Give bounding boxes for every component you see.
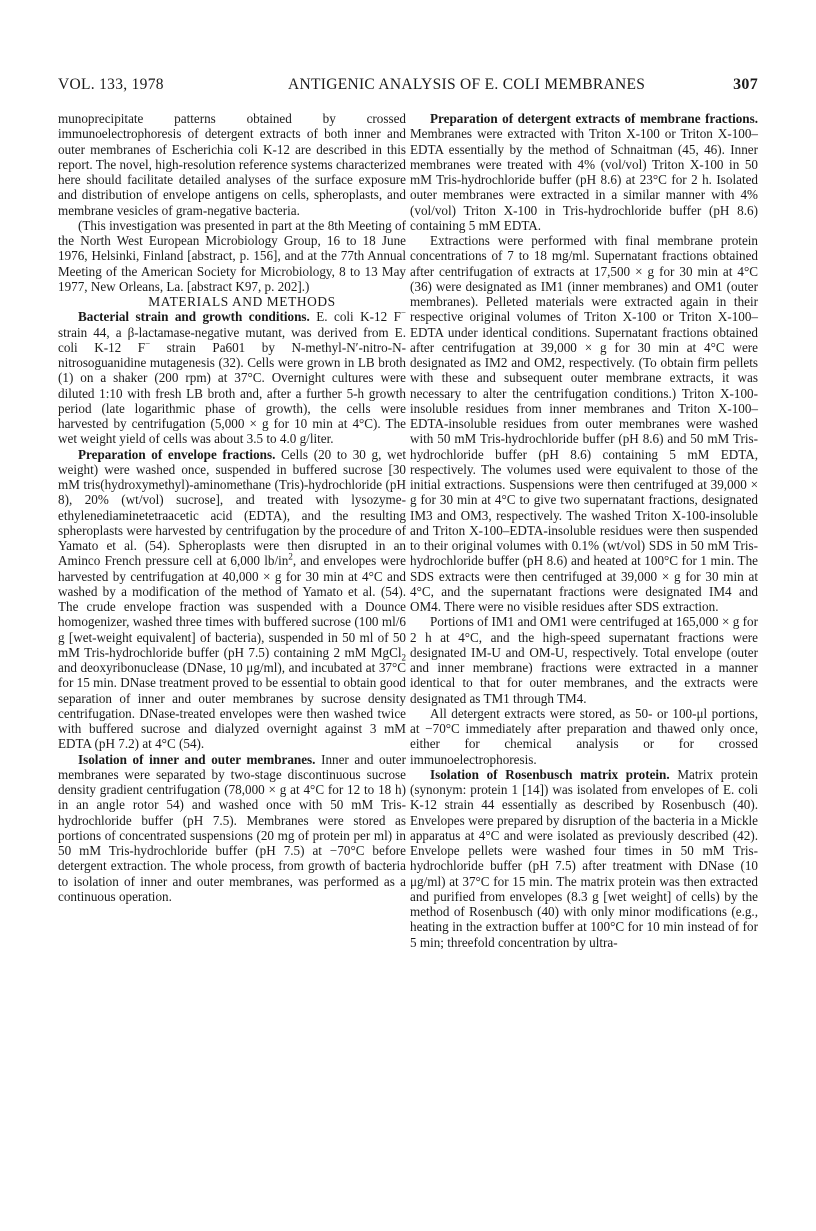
extractions-paragraph: Extractions were performed with final membrane protein concentrations of 7 to 18 mg/ml. Supernatant fractions obtained after centrifugation of extracts at 17,500 × g for 30 min at 4°C (36) were designated as IM1 (inner membranes) and OM1 (outer membranes). Pelleted materials were extracted again in their respective original volumes of Triton X-100 or Triton X-100–EDTA under identical conditions. Supernatant fractions obtained after centrifugation at 39,000 × g for 30 min at 4°C were designated as IM2 and OM2, respectively. (To obtain firm pellets with these and subsequent outer membrane extracts, it was necessary to alter the centrifugation conditions.) Triton X-100-insoluble residues from inner membranes and Triton X-100–EDTA-insoluble residues from outer membranes were washed with 50 mM Tris-hydrochloride buffer (pH 8.6) and 50 mM Tris-hydrochloride buffer (pH 8.6) containing 5 mM EDTA, respectively. The volumes used were equivalent to those of the initial extractions. Suspensions were then centrifuged at 39,000 × g for 30 min at 4°C to give two supernatant fractions, designated IM3 and OM3, respectively. The washed Triton X-100-insoluble and Triton X-100–EDTA-insoluble residues were then suspended to their original volumes with 0.1% (wt/vol) SDS in 50 mM Tris-hydrochloride buffer (pH 8.6) and heated at 100°C for 1 min. The SDS extracts were then centrifuged at 39,000 × g for 30 min at 4°C, and the supernatant fractions were designated IM4 and OM4. There were no visible residues after SDS extraction.	[410, 233, 758, 614]
isolation-paragraph: Isolation of inner and outer membranes. Inner and outer membranes were separated by two-stage discontinuous sucrose density gradient centrifugation (78,000 × g at 4°C for 12 to 18 h) in an angle rotor 54) and washed once with 50 mM Tris-hydrochloride buffer (pH 7.5). Membranes were stored as portions of concentrated suspensions (20 mg of protein per ml) in 50 mM Tris-hydrochloride buffer (pH 7.5) at −70°C before detergent extraction. The whole process, from growth of bacteria to isolation of inner and outer membranes, was performed as a continuous operation.	[58, 751, 406, 904]
right-column	[410, 111, 758, 950]
rosenbusch-paragraph: Isolation of Rosenbusch matrix protein. Matrix protein (synonym: protein 1 [14]) was isolated from envelopes of E. coli K-12 strain 44 essentially as described by Rosenbusch (40). Envelopes were prepared by disruption of the bacteria in a Mickle apparatus at 4°C and were isolated as previously described (42). Envelope pellets were washed four times in 50 mM Tris-hydrochloride buffer (pH 7.5) after treatment with DNase (10 μg/ml) at 37°C for 15 min. The matrix protein was then extracted and purified from envelopes (8.3 g [wet weight] of cells) by the method of Rosenbusch (40) with only minor modifications (e.g., heating in the extraction buffer at 100°C for 10 min instead of for 5 min; threefold concentration by ultra-	[410, 766, 758, 950]
envelope-paragraph: Preparation of envelope fractions. Cells (20 to 30 g, wet weight) were washed once, suspended in buffered sucrose [30 mM tris(hydroxymethyl)-aminomethane (Tris)-hydrochloride (pH 8), 20% (wt/vol) sucrose], and treated with lysozyme-ethylenediaminetetraacetic acid (EDTA), and the resulting spheroplasts were harvested by centrifugation by the procedure of Yamato et al. (54). Spheroplasts were then disrupted in an Aminco French pressure cell at 6,000 $lb/in^2$, and envelopes were harvested by centrifugation at 40,000 × g for 30 min at 4°C and washed by a modification of the method of Yamato et al. (54). The crude envelope fraction was suspended with a Dounce homogenizer, washed three times with buffered sucrose (100 ml/6 g [wet-weight equivalent] of bacteria), suspended in 50 ml of 50 mM Tris-hydrochloride buffer (pH 7.5) containing 2 mM MgCl$_2$ and deoxyribonuclease (DNase, 10 μg/ml), and incubated at 37°C for 15 min. DNase treatment proved to be essential to obtain good separation of inner and outer membranes by sucrose density centrifugation. DNase-treated envelopes were then washed twice with buffered sucrose and dialyzed overnight against 3 mM EDTA (pH 7.2) at 4°C (54).	[58, 446, 407, 752]
detergent-paragraph: Preparation of detergent extracts of membrane fractions. Membranes were extracted with Triton X-100 or Triton X-100–EDTA essentially by the method of Schnaitman (45, 46). Inner membranes were treated with 4% (vol/vol) Triton X-100 in 50 mM Tris-hydrochloride buffer (pH 8.6) at 23°C for 2 h. Isolated outer membranes were extracted in a similar manner with 4% (vol/vol) Triton X-100 in Tris-hydrochloride buffer (pH 8.6) containing 5 mM EDTA.	[410, 111, 758, 233]
isolation-heading: Isolation of inner and outer membranes.	[78, 751, 316, 767]
storage-paragraph: All detergent extracts were stored, as 50- or 100-μl portions, at −70°C immediately after preparation and thawed only once, either for chemical analysis or for crossed immunoelectrophoresis.	[410, 705, 758, 767]
intro-paragraph: munoprecipitate patterns obtained by crossed immunoelectrophoresis of detergent extracts of both inner and outer membranes of Escherichia coli K-12 are described in this report. The novel, high-resolution reference systems characterized here should facilitate detailed analyses of the surface exposure and distribution of envelope antigens on cells, spheroplasts, and membrane vesicles of gram-negative bacteria.	[58, 111, 406, 218]
presentation-note: (This investigation was presented in part at the 8th Meeting of the North West European Microbiology Group, 16 to 18 June 1976, Helsinki, Finland [abstract, p. 156], and at the 77th Annual Meeting of the American Society for Microbiology, 8 to 13 May 1977, New Orleans, La. [abstract K97, p. 202].)	[58, 217, 406, 294]
left-column	[58, 111, 406, 904]
running-title: ANTIGENIC ANALYSIS OF E. COLI MEMBRANES	[288, 76, 646, 93]
strain-heading: Bacterial strain and growth conditions.	[78, 309, 310, 325]
rosenbusch-heading: Isolation of Rosenbusch matrix protein.	[430, 766, 670, 782]
envelope-heading: Preparation of envelope fractions.	[78, 446, 276, 462]
page-number: 307	[733, 76, 758, 93]
volume-label: VOL. 133, 1978	[58, 76, 164, 93]
strain-paragraph: Bacterial strain and growth conditions. E. coli K-12 F− strain 44, a β-lactamase-negative mutant, was derived from E. coli K-12 F− strain Pa601 by N-methyl-N′-nitro-N-nitrosoguanidine mutagenesis (32). Cells were grown in LB broth (1) on a shaker (200 rpm) at 37°C. Overnight cultures were diluted 1:10 with fresh LB broth and, after a further 5-h growth period (late logarithmic phase of growth), the cells were harvested by centrifugation (5,000 × g for 10 min at 4°C). The wet weight yield of cells was about 3.5 to 4.0 g/liter.	[58, 307, 406, 447]
running-header	[58, 76, 758, 96]
section-title: MATERIALS AND METHODS	[148, 294, 336, 309]
portions-paragraph: Portions of IM1 and OM1 were centrifuged at 165,000 × g for 2 h at 4°C, and the high-speed supernatant fractions were designated IM-U and OM-U, respectively. Total envelope (outer and inner membrane) fractions were extracted in a manner identical to that for outer membranes, and the extracts were designated as TM1 through TM4.	[410, 614, 758, 706]
detergent-heading: Preparation of detergent extracts of membrane fractions.	[430, 111, 758, 126]
